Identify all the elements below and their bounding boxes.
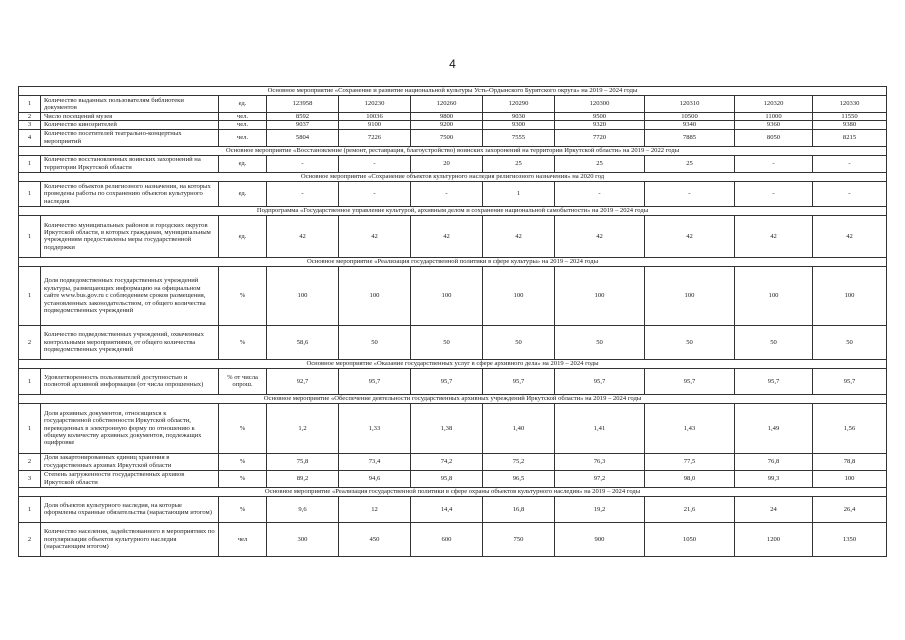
indicator-name: Доля архивных документов, относящихся к государственной собственности Иркутской области, переведенных в электронную форму по отношению к общему количеству архивных документов, подлежащих оцифровке [41, 403, 219, 453]
value-cell: 42 [483, 215, 555, 257]
value-cell: 100 [267, 266, 339, 325]
unit-cell: ед. [219, 215, 267, 257]
value-cell: 100 [555, 266, 645, 325]
value-cell: 12 [339, 496, 411, 522]
row-number: 1 [19, 96, 41, 113]
indicator-name: Количество выданных пользователям библиотеки документов [41, 96, 219, 113]
value-cell: 10036 [339, 113, 411, 121]
row-number: 1 [19, 181, 41, 206]
value-cell: 26,4 [813, 496, 887, 522]
value-cell: 1 [483, 181, 555, 206]
value-cell: 100 [339, 266, 411, 325]
value-cell: 100 [813, 266, 887, 325]
row-number: 2 [19, 325, 41, 359]
section-title: Основное мероприятие «Оказание государственных услуг в сфере архивного дела» на 2019 – 2024 годы [19, 359, 887, 368]
row-number: 3 [19, 121, 41, 129]
value-cell: 120230 [339, 96, 411, 113]
value-cell: 77,5 [645, 453, 735, 470]
value-cell: 120260 [411, 96, 483, 113]
value-cell: 10500 [645, 113, 735, 121]
section-header-row [19, 172, 887, 181]
value-cell: 1,56 [813, 403, 887, 453]
value-cell: 1200 [735, 522, 813, 556]
value-cell: 7720 [555, 129, 645, 146]
table-row [19, 129, 887, 146]
value-cell: 50 [735, 325, 813, 359]
value-cell: 9037 [267, 121, 339, 129]
section-title: Основное мероприятие «Сохранение и развитие национальной культуры Усть-Ордынского Бурятского округа» на 2019 – 2024 годы [19, 87, 887, 96]
value-cell: 7226 [339, 129, 411, 146]
value-cell: 95,7 [411, 368, 483, 394]
value-cell: 76,8 [735, 453, 813, 470]
table-row [19, 113, 887, 121]
value-cell: 8592 [267, 113, 339, 121]
unit-cell: % [219, 403, 267, 453]
unit-cell: чел. [219, 129, 267, 146]
row-number: 1 [19, 155, 41, 172]
table-row [19, 522, 887, 556]
value-cell: 25 [645, 155, 735, 172]
value-cell: 95,8 [411, 470, 483, 487]
value-cell: 76,3 [555, 453, 645, 470]
table-row [19, 121, 887, 129]
value-cell: - [813, 181, 887, 206]
value-cell: 900 [555, 522, 645, 556]
value-cell: 1350 [813, 522, 887, 556]
indicators-table [18, 86, 887, 557]
section-header-row [19, 487, 887, 496]
table-row [19, 155, 887, 172]
unit-cell: ед. [219, 96, 267, 113]
value-cell: 100 [813, 470, 887, 487]
row-number: 2 [19, 453, 41, 470]
indicator-name: Доля закартонированных единиц хранения в государственных архивах Иркутской области [41, 453, 219, 470]
table-row [19, 470, 887, 487]
table-row [19, 266, 887, 325]
value-cell: 50 [339, 325, 411, 359]
value-cell: 9030 [483, 113, 555, 121]
value-cell: 42 [645, 215, 735, 257]
value-cell: 1,49 [735, 403, 813, 453]
value-cell: 42 [735, 215, 813, 257]
indicator-name: Количество подведомственных учреждений, охваченных контрольными мероприятиями, от общего количества подведомственных учреждений [41, 325, 219, 359]
value-cell: 78,8 [813, 453, 887, 470]
unit-cell: % от числа опрош. [219, 368, 267, 394]
value-cell: 9100 [339, 121, 411, 129]
value-cell: 1,43 [645, 403, 735, 453]
value-cell: 7555 [483, 129, 555, 146]
value-cell: 95,7 [339, 368, 411, 394]
value-cell: 123958 [267, 96, 339, 113]
value-cell: 94,6 [339, 470, 411, 487]
indicator-name: Число посещений музея [41, 113, 219, 121]
table-row [19, 325, 887, 359]
unit-cell: % [219, 325, 267, 359]
table-row [19, 181, 887, 206]
table-row [19, 368, 887, 394]
indicator-name: Количество восстановленных воинских захоронений на территории Иркутской области [41, 155, 219, 172]
value-cell: 42 [267, 215, 339, 257]
value-cell: 75,2 [483, 453, 555, 470]
value-cell: 1,2 [267, 403, 339, 453]
table-row [19, 403, 887, 453]
indicator-name: Количество посетителей театрально-концертных мероприятий [41, 129, 219, 146]
section-header-row [19, 359, 887, 368]
unit-cell: чел [219, 522, 267, 556]
value-cell: 42 [411, 215, 483, 257]
value-cell: 96,5 [483, 470, 555, 487]
unit-cell: ед. [219, 181, 267, 206]
section-title: Основное мероприятие «Реализация государственной политики в сфере культуры» на 2019 – 2024 годы [19, 257, 887, 266]
value-cell: 9380 [813, 121, 887, 129]
value-cell: 11000 [735, 113, 813, 121]
value-cell: 1,38 [411, 403, 483, 453]
unit-cell: ед. [219, 155, 267, 172]
row-number: 3 [19, 470, 41, 487]
value-cell: 1,41 [555, 403, 645, 453]
section-title: Основное мероприятие «Реализация государственной политики в сфере охраны объектов культурного наследия» на 2019 – 2024 годы [19, 487, 887, 496]
value-cell: 50 [411, 325, 483, 359]
value-cell: 120310 [645, 96, 735, 113]
row-number: 1 [19, 403, 41, 453]
indicator-name: Степень загруженности государственных архивов Иркутской области [41, 470, 219, 487]
indicator-name: Доля подведомственных государственных учреждений культуры, размещающих информацию на официальном сайте www.bus.gov.ru с соблюдением сроков размещения, установленных законодательством, от общего количества подведомственных учреждений [41, 266, 219, 325]
value-cell: 9,6 [267, 496, 339, 522]
indicator-name: Количество кинозрителей [41, 121, 219, 129]
indicator-name: Доля объектов культурного наследия, на которые оформлены охранные обязательства (нарастающим итогом) [41, 496, 219, 522]
value-cell: 600 [411, 522, 483, 556]
section-header-row [19, 206, 887, 215]
value-cell: 95,7 [483, 368, 555, 394]
value-cell: 100 [483, 266, 555, 325]
value-cell: 74,2 [411, 453, 483, 470]
value-cell: 120300 [555, 96, 645, 113]
unit-cell: % [219, 453, 267, 470]
value-cell: - [267, 181, 339, 206]
value-cell: 50 [555, 325, 645, 359]
value-cell: 100 [411, 266, 483, 325]
value-cell: 50 [813, 325, 887, 359]
value-cell: 750 [483, 522, 555, 556]
value-cell: 50 [483, 325, 555, 359]
section-title: Основное мероприятие «Сохранение объектов культурного наследия религиозного назначения» на 2020 год [19, 172, 887, 181]
value-cell: 14,4 [411, 496, 483, 522]
value-cell: 73,4 [339, 453, 411, 470]
value-cell: 95,7 [645, 368, 735, 394]
value-cell: 42 [813, 215, 887, 257]
value-cell: 300 [267, 522, 339, 556]
section-title: Подпрограмма «Государственное управление культурой, архивным делом и сохранение национальной самобытности» на 2019 – 2024 годы [19, 206, 887, 215]
value-cell: - [267, 155, 339, 172]
value-cell: 89,2 [267, 470, 339, 487]
value-cell: 120330 [813, 96, 887, 113]
table-row [19, 215, 887, 257]
table-row [19, 453, 887, 470]
value-cell: 16,8 [483, 496, 555, 522]
row-number: 1 [19, 215, 41, 257]
value-cell: 100 [645, 266, 735, 325]
value-cell: 97,2 [555, 470, 645, 487]
value-cell: 95,7 [813, 368, 887, 394]
value-cell: 1,33 [339, 403, 411, 453]
value-cell: 9360 [735, 121, 813, 129]
row-number: 1 [19, 368, 41, 394]
section-header-row [19, 257, 887, 266]
value-cell: 1050 [645, 522, 735, 556]
value-cell: 9200 [411, 121, 483, 129]
value-cell: 9300 [483, 121, 555, 129]
value-cell: 100 [735, 266, 813, 325]
row-number: 4 [19, 129, 41, 146]
indicator-name: Количество населения, задействованного в мероприятиях по популяризации объектов культурного наследия (нарастающим итогом) [41, 522, 219, 556]
value-cell: - [555, 181, 645, 206]
value-cell: 120290 [483, 96, 555, 113]
value-cell: 20 [411, 155, 483, 172]
value-cell: 95,7 [555, 368, 645, 394]
section-title: Основное мероприятие «Восстановление (ремонт, реставрация, благоустройство) воинских захоронений на территории Иркутской области» на 2019 – 2022 годы [19, 146, 887, 155]
value-cell: 24 [735, 496, 813, 522]
value-cell: 9800 [411, 113, 483, 121]
value-cell: - [339, 181, 411, 206]
section-header-row [19, 146, 887, 155]
value-cell: - [411, 181, 483, 206]
value-cell: 1,40 [483, 403, 555, 453]
value-cell: 11550 [813, 113, 887, 121]
value-cell: 9340 [645, 121, 735, 129]
value-cell: 42 [339, 215, 411, 257]
indicator-name: Количество муниципальных районов и городских округов Иркутской области, в которых гражданам, муниципальным учреждениям предоставлены меры государственной поддержки [41, 215, 219, 257]
value-cell: 25 [555, 155, 645, 172]
value-cell: 120320 [735, 96, 813, 113]
value-cell: 7500 [411, 129, 483, 146]
value-cell: 9500 [555, 113, 645, 121]
table-row [19, 496, 887, 522]
value-cell: - [735, 155, 813, 172]
indicator-name: Удовлетворенность пользователей доступностью и полнотой архивной информации (от числа опрошенных) [41, 368, 219, 394]
value-cell: 99,3 [735, 470, 813, 487]
value-cell: 9320 [555, 121, 645, 129]
section-header-row [19, 87, 887, 96]
value-cell: 21,6 [645, 496, 735, 522]
unit-cell: % [219, 496, 267, 522]
value-cell: 98,0 [645, 470, 735, 487]
value-cell: - [645, 181, 735, 206]
row-number: 2 [19, 522, 41, 556]
value-cell: - [813, 155, 887, 172]
value-cell: 92,7 [267, 368, 339, 394]
row-number: 2 [19, 113, 41, 121]
value-cell: - [339, 155, 411, 172]
value-cell: 58,6 [267, 325, 339, 359]
value-cell: 8215 [813, 129, 887, 146]
value-cell: 19,2 [555, 496, 645, 522]
value-cell: - [735, 181, 813, 206]
section-header-row [19, 394, 887, 403]
value-cell: 42 [555, 215, 645, 257]
value-cell: 50 [645, 325, 735, 359]
value-cell: 95,7 [735, 368, 813, 394]
section-title: Основное мероприятие «Обеспечение деятельности государственных архивных учреждений Иркутской области» на 2019 – 2024 годы [19, 394, 887, 403]
value-cell: 5804 [267, 129, 339, 146]
indicator-name: Количество объектов религиозного назначения, на которых проведены работы по сохранению объектов культурного наследия [41, 181, 219, 206]
row-number: 1 [19, 496, 41, 522]
value-cell: 450 [339, 522, 411, 556]
unit-cell: % [219, 470, 267, 487]
page-number: 4 [449, 57, 456, 71]
unit-cell: % [219, 266, 267, 325]
row-number: 1 [19, 266, 41, 325]
unit-cell: чел. [219, 121, 267, 129]
value-cell: 75,8 [267, 453, 339, 470]
table-row [19, 96, 887, 113]
value-cell: 7885 [645, 129, 735, 146]
value-cell: 25 [483, 155, 555, 172]
unit-cell: чел. [219, 113, 267, 121]
value-cell: 8050 [735, 129, 813, 146]
